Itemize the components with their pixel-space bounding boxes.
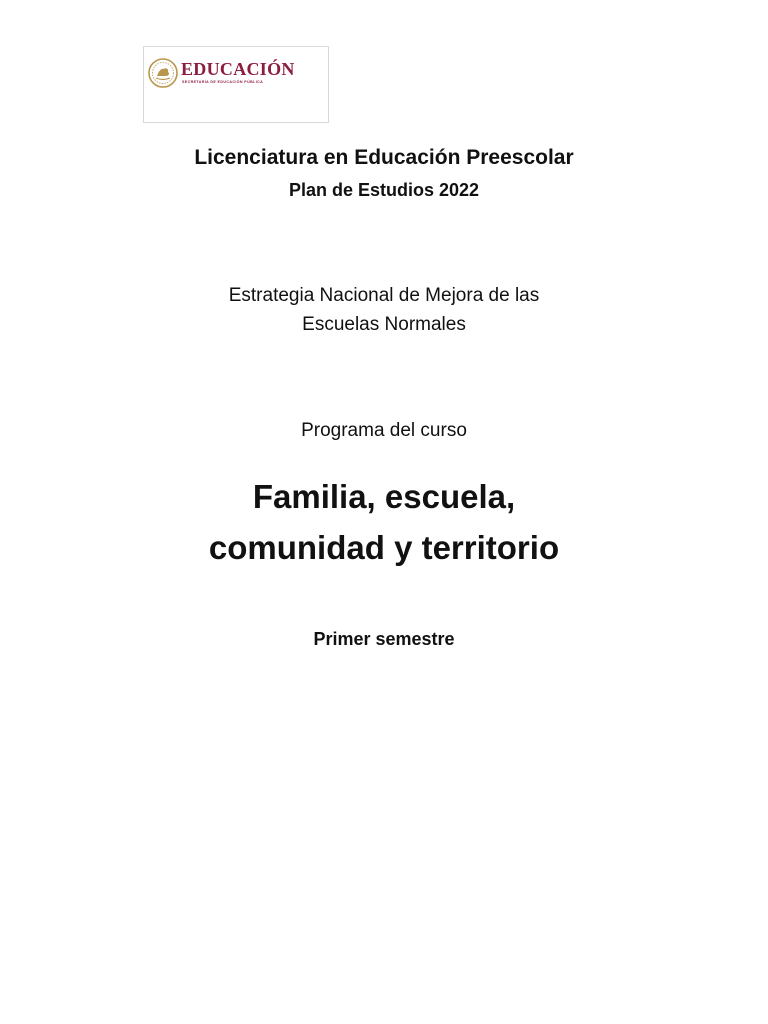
logo-subtitle: SECRETARÍA DE EDUCACIÓN PÚBLICA [182, 80, 264, 84]
degree-title: Licenciatura en Educación Preescolar [194, 146, 574, 169]
plan-title: Plan de Estudios 2022 [288, 180, 480, 200]
national-seal-icon [147, 57, 179, 89]
course-title-line-1: Familia, escuela, [252, 478, 516, 515]
strategy-line-1: Estrategia Nacional de Mejora de las [228, 285, 540, 306]
logo-wordmark: EDUCACIÓN [181, 59, 295, 79]
course-title-line-2: comunidad y territorio [208, 529, 560, 566]
sep-logo [143, 46, 329, 123]
semester-label: Primer semestre [313, 629, 455, 649]
strategy-line-2: Escuelas Normales [302, 314, 466, 335]
program-label: Programa del curso [301, 420, 467, 441]
